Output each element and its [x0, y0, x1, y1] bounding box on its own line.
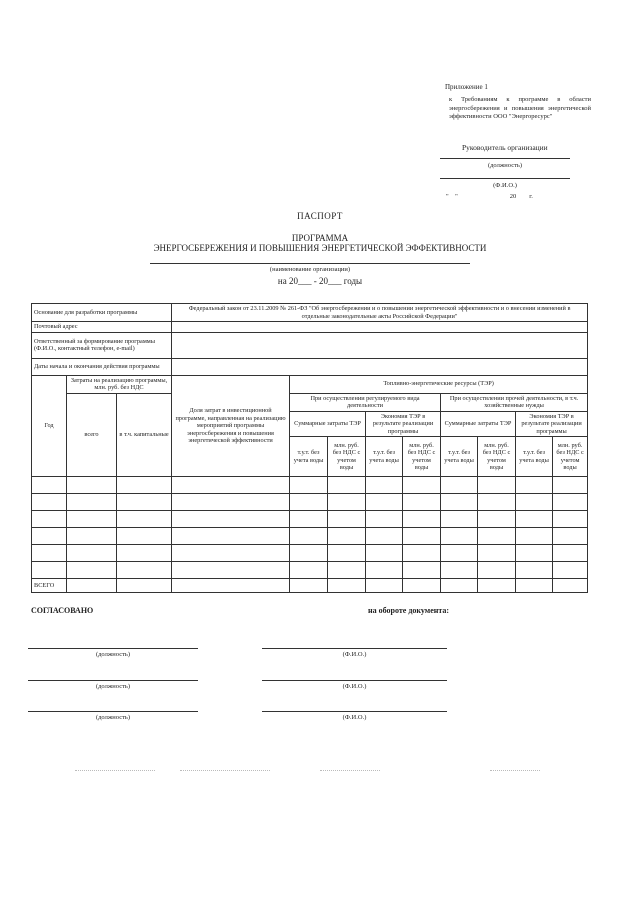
dates-value[interactable]: [172, 358, 588, 375]
col-economy-header-1: Экономия ТЭР в результате реализации программы: [366, 411, 441, 437]
table-row[interactable]: [32, 511, 588, 528]
scan-artifact-line: [490, 770, 540, 771]
passport-title: ПАСПОРТ: [297, 211, 343, 221]
agreed-name-line-1: [262, 648, 447, 649]
col-mln-3: млн. руб. без НДС с учетом воды: [478, 437, 516, 477]
col-total-header: всего: [67, 393, 117, 477]
col-year-header: Год: [32, 375, 67, 477]
scan-artifact-line: [320, 770, 380, 771]
passport-table: [31, 303, 588, 593]
col-tut-4: т.у.т. без учета воды: [516, 437, 553, 477]
col-tut-3: т.у.т. без учета воды: [441, 437, 478, 477]
program-subtitle: ЭНЕРГОСБЕРЕЖЕНИЯ И ПОВЫШЕНИЯ ЭНЕРГЕТИЧЕСКОЙ ЭФФЕКТИВНОСТИ: [153, 243, 487, 253]
col-costs-header: Затраты на реализацию программы, млн. руб. без НДС: [67, 375, 172, 393]
position-signature-line: [440, 158, 570, 159]
agreed-label: СОГЛАСОВАНО: [31, 606, 94, 615]
agreed-position-line-1: [28, 648, 198, 649]
col-mln-2: млн. руб. без НДС с учетом воды: [403, 437, 441, 477]
program-title: ПРОГРАММА: [291, 233, 349, 243]
col-regulated-header: При осуществлении регулируемого вида деятельности: [290, 393, 441, 411]
total-row-label: ВСЕГО: [32, 579, 67, 593]
basis-value: Федеральный закон от 23.11.2009 № 261-ФЗ "Об энергосбережении и о повышении энергетической эффективности и о внесении изменений в отдельные законодательные акты Российской Федерации": [172, 304, 588, 322]
table-row[interactable]: [32, 477, 588, 494]
table-row[interactable]: [32, 494, 588, 511]
agreed-name-line-2: [262, 680, 447, 681]
col-sum-costs-header-2: Суммарные затраты ТЭР: [441, 411, 516, 437]
col-sum-costs-header-1: Суммарные затраты ТЭР: [290, 411, 366, 437]
col-fuel-header: Топливно-энергетические ресурсы (ТЭР): [290, 375, 588, 393]
col-tut-2: т.у.т. без учета воды: [366, 437, 403, 477]
table-row[interactable]: [32, 528, 588, 545]
approval-date-line: " " 20 г.: [446, 193, 533, 200]
scan-artifact-line: [75, 770, 155, 771]
table-row[interactable]: [32, 545, 588, 562]
responsible-label: Ответственный за формирование программы (Ф.И.О., контактный телефон, e-mail): [32, 332, 172, 358]
agreed-position-line-3: [28, 711, 198, 712]
col-economy-header-2: Экономия ТЭР в результате реализации программы: [516, 411, 588, 437]
basis-label: Основание для разработки программы: [32, 304, 172, 322]
agreed-name-caption-1: (Ф.И.О.): [342, 651, 367, 658]
col-other-header: При осуществлении прочей деятельности, в т.ч. хозяйственные нужды: [441, 393, 588, 411]
annex-text: к Требованиям к программе в области энергосбережения и повышения энергетической эффективности ООО "Энергоресурс": [449, 96, 591, 120]
address-value[interactable]: [172, 322, 588, 333]
agreed-position-caption-2: (должность): [95, 683, 131, 690]
agreed-position-line-2: [28, 680, 198, 681]
col-mln-1: млн. руб. без НДС с учетом воды: [328, 437, 366, 477]
program-years: на 20___ - 20___ годы: [277, 276, 363, 286]
dates-label: Даты начала и окончания действия программы: [32, 358, 172, 375]
address-label: Почтовый адрес: [32, 322, 172, 333]
scan-artifact-line: [180, 770, 270, 771]
agreed-position-caption-3: (должность): [95, 714, 131, 721]
reverse-side-label: на обороте документа:: [368, 606, 450, 615]
name-caption: (Ф.И.О.): [493, 182, 517, 189]
organization-caption: (наименование организации): [269, 266, 351, 273]
col-capital-header: в т.ч. капитальные: [117, 393, 172, 477]
responsible-value[interactable]: [172, 332, 588, 358]
head-of-organization-label: Руководитель организации: [462, 143, 548, 152]
agreed-name-caption-2: (Ф.И.О.): [342, 683, 367, 690]
name-signature-line: [440, 178, 570, 179]
col-mln-4: млн. руб. без НДС с учетом воды: [553, 437, 588, 477]
table-row[interactable]: [32, 562, 588, 579]
annex-title: Приложение 1: [445, 83, 488, 91]
col-tut-1: т.у.т. без учета воды: [290, 437, 328, 477]
agreed-position-caption-1: (должность): [95, 651, 131, 658]
position-caption: (должность): [487, 162, 523, 169]
organization-name-line: [150, 263, 470, 264]
agreed-name-caption-3: (Ф.И.О.): [342, 714, 367, 721]
col-share-header: Доля затрат в инвестиционной программе, направленная на реализацию мероприятий программы энергосбережения и повышения энергетической эффективности: [172, 375, 290, 477]
agreed-name-line-3: [262, 711, 447, 712]
